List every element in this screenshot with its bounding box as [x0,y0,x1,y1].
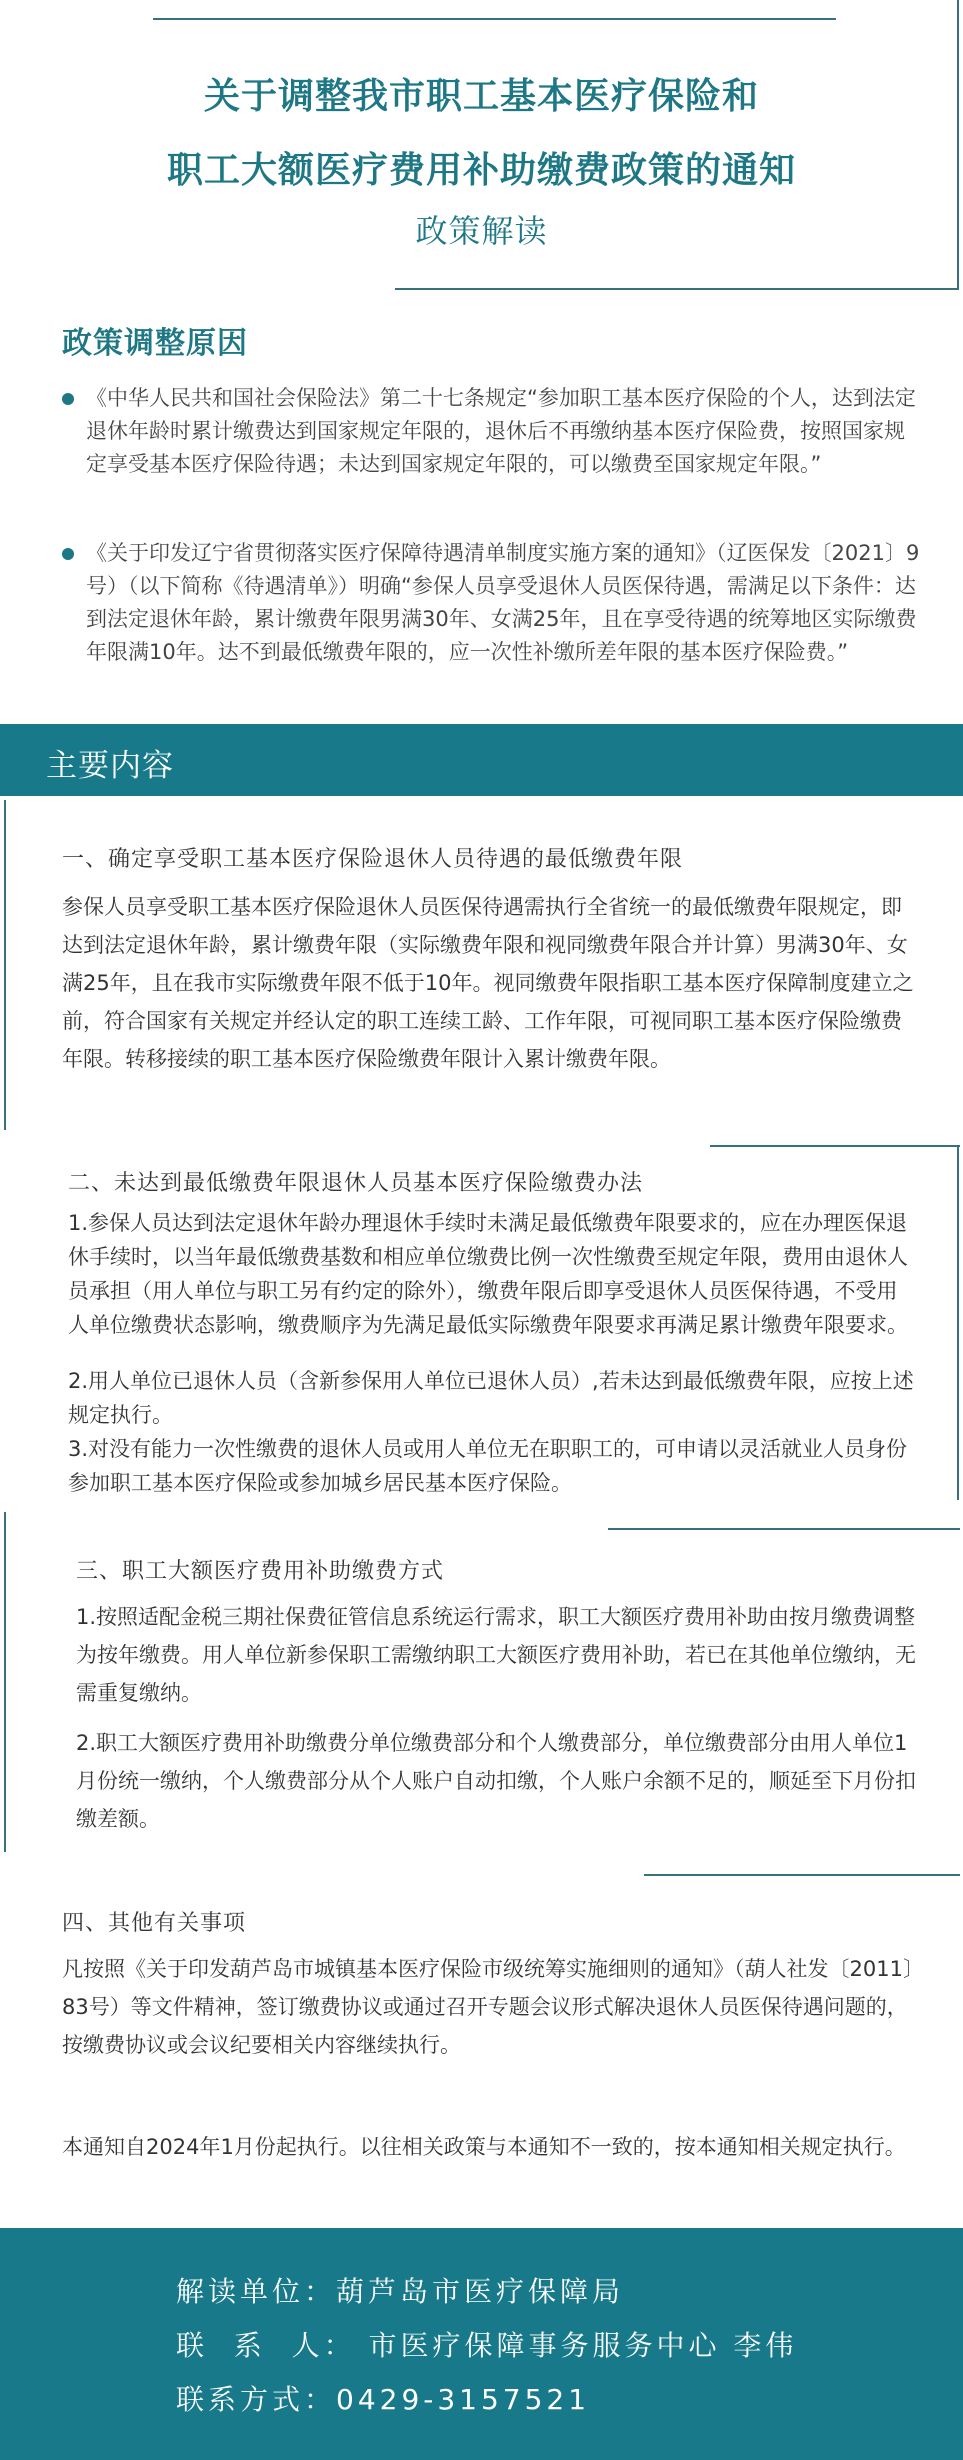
section2-item: 1.参保人员达到法定退休年龄办理退休手续时未满足最低缴费年限要求的，应在办理医保退休手续时，以当年最低缴费基数和相应单位缴费比例一次性缴费至规定年限，费用由退休人员承担（用人单位与职工另有约定的除外），缴费年限后即享受退休人员医保待遇，不受用人单位缴费状态影响，缴费顺序为先满足最低实际缴费年限要求再满足累计缴费年限要求。 [68,1211,908,1337]
footer-unit: 解读单位：葫芦岛市医疗保障局 [176,2275,625,2308]
section1-body: 参保人员享受职工基本医疗保险退休人员医保待遇需执行全省统一的最低缴费年限规定，即达到法定退休年龄，累计缴费年限（实际缴费年限和视同缴费年限合并计算）男满30年、女满25年，且在我市实际缴费年限不低于10年。视同缴费年限指职工基本医疗保障制度建立之前，符合国家有关规定并经认定的职工连续工龄、工作年限，可视同职工基本医疗保险缴费年限。转移接续的职工基本医疗保险缴费年限计入累计缴费年限。 [62,895,914,1071]
section3-item: 2.职工大额医疗费用补助缴费分单位缴费部分和个人缴费部分，单位缴费部分由用人单位1月份统一缴纳，个人缴费部分从个人账户自动扣缴，个人账户余额不足的，顺延至下月份扣缴差额。 [76,1731,916,1831]
bullet-dot-icon [62,393,74,405]
bullet-dot-icon [62,548,74,560]
section4-frame-top [644,1874,960,1876]
subtitle: 政策解读 [415,212,548,250]
closing-note: 本通知自2024年1月份起执行。以往相关政策与本通知不一致的，按本通知相关规定执行。 [62,2135,906,2159]
reason-text: 《中华人民共和国社会保险法》第二十七条规定“参加职工基本医疗保险的个人，达到法定退休年龄时累计缴费达到国家规定年限的，退休后不再缴纳基本医疗保险费，按照国家规定享受基本医疗保险待遇；未达到国家规定年限的，可以缴费至国家规定年限。” [86,386,916,476]
section3-frame-top [608,1528,960,1530]
section2-item: 3.对没有能力一次性缴费的退休人员或用人单位无在职职工的，可申请以灵活就业人员身份参加职工基本医疗保险或参加城乡居民基本医疗保险。 [68,1437,908,1495]
main-content-banner [0,724,963,796]
section3-frame-left [4,1512,6,1852]
banner-label: 主要内容 [46,748,174,784]
reason-text: 《关于印发辽宁省贯彻落实医疗保障待遇清单制度实施方案的通知》（辽医保发〔2021〕9号）（以下简称《待遇清单》）明确“参保人员享受退休人员医保待遇，需满足以下条件：达到法定退休年龄，累计缴费年限男满30年、女满25年，且在享受待遇的统筹地区实际缴费年限满10年。达不到最低缴费年限的，应一次性补缴所差年限的基本医疗保险费。” [86,541,920,664]
section4-body: 凡按照《关于印发葫芦岛市城镇基本医疗保险市级统筹实施细则的通知》（葫人社发〔2011〕83号）等文件精神，签订缴费协议或通过召开专题会议形式解决退休人员医保待遇问题的，按缴费协议或会议纪要相关内容继续执行。 [62,1957,924,2057]
section2-heading: 二、未达到最低缴费年限退休人员基本医疗保险缴费办法 [68,1171,644,1196]
section2-item: 2.用人单位已退休人员（含新参保用人单位已退休人员）,若未达到最低缴费年限，应按上述规定执行。 [68,1369,914,1427]
section3-heading: 三、职工大额医疗费用补助缴费方式 [76,1559,445,1584]
reasons-heading: 政策调整原因 [62,326,248,361]
footer-contact: 联 系 人： 市医疗保障事务服务中心 李伟 [176,2329,798,2362]
reason-item [62,537,920,669]
section4-heading: 四、其他有关事项 [62,1911,247,1936]
header-frame-bottom [395,288,959,290]
section3-item: 1.按照适配金税三期社保费征管信息系统运行需求，职工大额医疗费用补助由按月缴费调整为按年缴费。用人单位新参保职工需缴纳职工大额医疗费用补助，若已在其他单位缴纳，无需重复缴纳。 [76,1605,916,1705]
footer-phone: 联系方式：0429-3157521 [176,2383,591,2416]
section1-heading: 一、确定享受职工基本医疗保险退休人员待遇的最低缴费年限 [62,847,684,872]
section2-frame-right [957,1145,959,1500]
title-line-2: 职工大额医疗费用补助缴费政策的通知 [166,150,796,191]
contact-footer [0,2228,963,2460]
section1-frame-left [4,800,6,1130]
title-line-1: 关于调整我市职工基本医疗保险和 [203,76,759,117]
reason-item [62,382,920,481]
top-divider [153,18,836,20]
section2-frame-top [710,1145,960,1147]
